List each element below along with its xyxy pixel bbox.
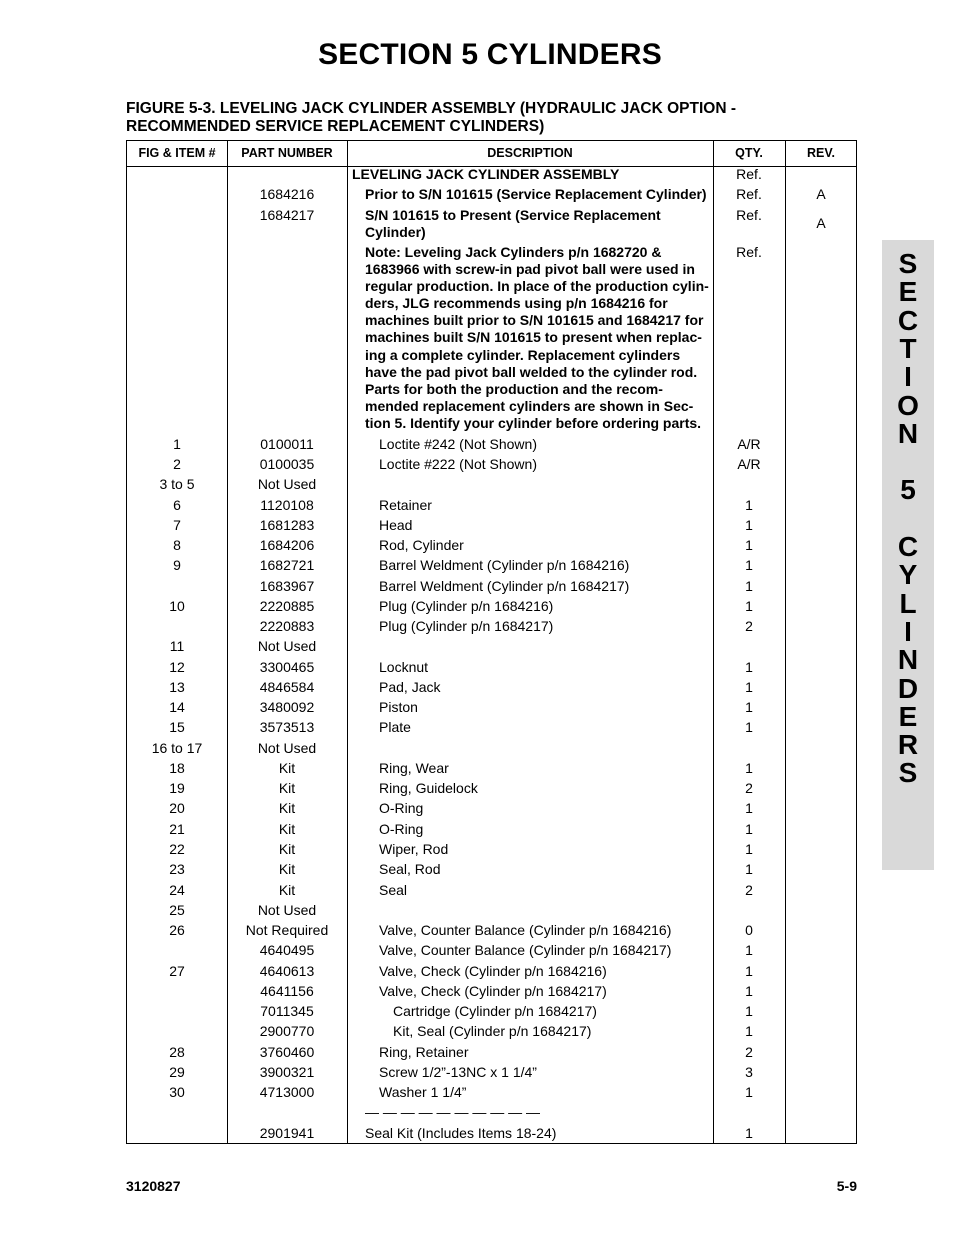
side-tab-letter: I <box>904 361 912 393</box>
row-description: Loctite #242 (Not Shown) <box>379 436 537 452</box>
row-qty: 1 <box>745 861 753 877</box>
row-part-number: 1684206 <box>259 537 315 553</box>
row-part-number: 0100035 <box>259 456 315 472</box>
row-qty: 2 <box>745 780 753 796</box>
header-qty: QTY. <box>735 146 763 160</box>
row-qty: 3 <box>745 1064 753 1080</box>
header-fig-item: FIG & ITEM # <box>138 146 216 160</box>
row-part-number: Not Used <box>257 740 317 756</box>
row-description: Piston <box>379 699 418 715</box>
row-description: Plug (Cylinder p/n 1684216) <box>379 598 554 614</box>
side-tab-letter: C <box>897 304 919 336</box>
row-fig-item: 9 <box>173 557 181 573</box>
row-qty: 1 <box>745 1125 753 1141</box>
row-qty: Ref. <box>736 244 762 260</box>
row-part-number: 3900321 <box>259 1064 315 1080</box>
row-description: Seal, Rod <box>379 861 441 877</box>
page-number: 5-9 <box>836 1178 857 1194</box>
row-fig-item: 29 <box>169 1064 185 1080</box>
row-fig-item: 16 to 17 <box>151 740 203 756</box>
row-description: LEVELING JACK CYLINDER ASSEMBLY <box>352 166 620 182</box>
row-description: Valve, Check (Cylinder p/n 1684217) <box>379 983 607 999</box>
row-part-number: 1684216 <box>259 186 315 202</box>
row-description: Valve, Counter Balance (Cylinder p/n 1684217) <box>379 942 672 958</box>
row-part-number: 4640495 <box>259 942 315 958</box>
row-qty: Ref. <box>736 166 762 182</box>
row-part-number: Kit <box>278 760 296 776</box>
row-part-number: 4640613 <box>259 963 315 979</box>
row-description: Screw 1/2”-13NC x 1 1/4” <box>379 1064 537 1080</box>
row-fig-item: 2 <box>173 456 181 472</box>
row-part-number: Kit <box>278 841 296 857</box>
row-fig-item: 14 <box>169 699 185 715</box>
row-description: Prior to S/N 101615 (Service Replacement Cylinder) <box>365 186 707 202</box>
header-part-number: PART NUMBER <box>241 146 333 160</box>
row-fig-item: 6 <box>173 497 181 513</box>
header-rev: REV. <box>806 146 836 160</box>
row-qty: 1 <box>745 699 753 715</box>
side-tab-letter: S <box>898 248 918 279</box>
side-tab-letter: S <box>898 757 918 789</box>
row-part-number: 1683967 <box>259 578 315 594</box>
row-part-number: 1682721 <box>259 557 315 573</box>
row-fig-item: 25 <box>169 902 185 918</box>
row-part-number: 4846584 <box>259 679 315 695</box>
row-qty: Ref. <box>736 207 762 223</box>
row-qty: 1 <box>745 517 753 533</box>
side-tab-letter: L <box>899 587 917 619</box>
row-qty: 1 <box>745 537 753 553</box>
row-description: Seal Kit (Includes Items 18-24) <box>365 1125 557 1141</box>
row-rev: A <box>816 186 826 202</box>
row-fig-item: 24 <box>169 882 185 898</box>
row-description: Pad, Jack <box>379 679 441 695</box>
figure-caption <box>126 100 866 136</box>
row-qty: Ref. <box>736 186 762 202</box>
row-part-number: 2220885 <box>259 598 315 614</box>
side-tab-letter: E <box>898 700 918 732</box>
row-description: Barrel Weldment (Cylinder p/n 1684216) <box>379 557 630 573</box>
row-part-number: 2901941 <box>259 1125 315 1141</box>
document-number: 3120827 <box>126 1178 181 1194</box>
row-description: Locknut <box>379 659 429 675</box>
row-part-number: Not Required <box>245 922 329 938</box>
row-description: S/N 101615 to Present (Service Replacement Cylinder) <box>365 207 661 240</box>
row-part-number: Kit <box>278 800 296 816</box>
row-qty: 1 <box>745 659 753 675</box>
row-qty: 1 <box>745 679 753 695</box>
parts-table <box>126 140 857 1144</box>
row-fig-item: 30 <box>169 1084 185 1100</box>
row-fig-item: 18 <box>169 760 185 776</box>
row-fig-item: 10 <box>169 598 185 614</box>
column-divider <box>347 141 348 1143</box>
row-fig-item: 1 <box>173 436 181 452</box>
row-part-number: 1681283 <box>259 517 315 533</box>
side-tab-letter: Y <box>898 559 918 591</box>
row-fig-item: 19 <box>169 780 185 796</box>
row-qty: 1 <box>745 578 753 594</box>
side-tab-letter: 5 <box>900 474 916 506</box>
row-qty: 1 <box>745 942 753 958</box>
side-tab-letter: N <box>897 644 919 676</box>
row-description: Seal <box>379 882 408 898</box>
row-description: Washer 1 1/4” <box>379 1084 467 1100</box>
row-part-number: 1120108 <box>260 497 314 513</box>
figure-caption-line-2: RECOMMENDED SERVICE REPLACEMENT CYLINDERS) <box>126 118 545 135</box>
row-qty: 1 <box>745 497 753 513</box>
row-qty: 1 <box>745 821 753 837</box>
row-description: O-Ring <box>379 821 424 837</box>
row-part-number: 3573513 <box>259 719 315 735</box>
side-tab-letter: R <box>897 729 919 761</box>
row-qty: 0 <box>745 922 753 938</box>
row-fig-item: 26 <box>169 922 185 938</box>
row-fig-item: 3 to 5 <box>159 476 195 492</box>
section-side-tab <box>882 240 934 870</box>
row-part-number: 4641156 <box>260 983 314 999</box>
row-part-number: Kit <box>278 861 296 877</box>
row-part-number: Not Used <box>257 638 317 654</box>
row-part-number: 3300465 <box>259 659 315 675</box>
row-part-number: 2900770 <box>259 1023 315 1039</box>
row-qty: 1 <box>745 1084 753 1100</box>
row-description: Rod, Cylinder <box>379 537 464 553</box>
row-description: Ring, Guidelock <box>379 780 478 796</box>
row-description: O-Ring <box>379 800 424 816</box>
row-part-number: 0100011 <box>260 436 314 452</box>
row-description: Head <box>379 517 413 533</box>
side-tab-letter: I <box>904 615 912 647</box>
row-fig-item: 21 <box>169 821 185 837</box>
row-description: Kit, Seal (Cylinder p/n 1684217) <box>393 1023 592 1039</box>
row-part-number: Kit <box>278 882 296 898</box>
row-qty: 1 <box>745 800 753 816</box>
column-divider <box>785 141 786 1143</box>
row-description: Cartridge (Cylinder p/n 1684217) <box>393 1003 597 1019</box>
row-description: Note: Leveling Jack Cylinders p/n 1682720 & 1683966 with screw-in pad pivot ball were used in regular production. In place of the production cylin-ders, JLG recommends using p/n 1684216 for machines built prior to S/N 101615 and 1684217 for machines built S/N 101615 to present when replac-ing a complete cylinder. Replacement cylinders have the pad pivot ball welded to the cylinder rod. Parts for both the production and the recom-mended replacement cylinders are shown in Sec-tion 5. Identify your cylinder before ordering parts. <box>365 244 709 431</box>
row-qty: 2 <box>745 882 753 898</box>
row-part-number: 7011345 <box>260 1003 314 1019</box>
row-fig-item: 8 <box>173 537 181 553</box>
row-fig-item: 28 <box>169 1044 185 1060</box>
row-part-number: 3480092 <box>259 699 315 715</box>
side-tab-letter: E <box>898 276 918 308</box>
row-qty: 1 <box>745 598 753 614</box>
row-qty: 2 <box>745 1044 753 1060</box>
header-description: DESCRIPTION <box>487 146 573 160</box>
row-description: Retainer <box>379 497 432 513</box>
row-description: Plate <box>379 719 411 735</box>
row-rev: A <box>816 215 826 231</box>
row-part-number: 4713000 <box>259 1084 315 1100</box>
row-part-number: Kit <box>278 821 296 837</box>
row-description: Barrel Weldment (Cylinder p/n 1684217) <box>379 578 630 594</box>
row-fig-item: 13 <box>169 679 185 695</box>
row-description: Ring, Retainer <box>379 1044 469 1060</box>
row-description: Wiper, Rod <box>379 841 449 857</box>
row-part-number: Not Used <box>257 902 317 918</box>
row-fig-item: 23 <box>169 861 185 877</box>
row-fig-item: 7 <box>173 517 181 533</box>
side-tab-letter: N <box>897 417 919 449</box>
row-qty: 1 <box>745 983 753 999</box>
row-qty: 1 <box>745 557 753 573</box>
row-part-number: 3760460 <box>259 1044 315 1060</box>
row-qty: 1 <box>745 841 753 857</box>
side-tab-letter: C <box>897 531 919 562</box>
row-description: — — — — — — — — — — <box>365 1104 541 1120</box>
row-qty: 1 <box>745 760 753 776</box>
row-description: Plug (Cylinder p/n 1684217) <box>379 618 554 634</box>
row-qty: 1 <box>745 1003 753 1019</box>
side-tab-letter: D <box>897 672 919 704</box>
row-fig-item: 11 <box>169 638 185 654</box>
row-description: Valve, Check (Cylinder p/n 1684216) <box>379 963 607 979</box>
figure-caption-line-1: FIGURE 5-3. LEVELING JACK CYLINDER ASSEMBLY (HYDRAULIC JACK OPTION - <box>126 100 737 117</box>
row-part-number: Not Used <box>257 476 317 492</box>
side-tab-letter: T <box>899 332 917 364</box>
row-part-number: Kit <box>278 780 296 796</box>
row-qty: A/R <box>737 436 761 452</box>
row-qty: 1 <box>745 719 753 735</box>
row-part-number: 1684217 <box>259 207 315 223</box>
row-part-number: 2220883 <box>259 618 315 634</box>
row-fig-item: 12 <box>169 659 185 675</box>
row-qty: 2 <box>745 618 753 634</box>
row-fig-item: 15 <box>169 719 185 735</box>
row-description: Valve, Counter Balance (Cylinder p/n 1684216) <box>379 922 672 938</box>
row-fig-item: 22 <box>169 841 185 857</box>
side-tab-letter: O <box>897 389 919 421</box>
row-qty: 1 <box>745 1023 753 1039</box>
row-qty: 1 <box>745 963 753 979</box>
page-title: SECTION 5 CYLINDERS <box>318 38 662 71</box>
row-description: Ring, Wear <box>379 760 449 776</box>
row-fig-item: 20 <box>169 800 185 816</box>
row-fig-item: 27 <box>169 963 185 979</box>
row-qty: A/R <box>737 456 761 472</box>
row-description: Loctite #222 (Not Shown) <box>379 456 537 472</box>
